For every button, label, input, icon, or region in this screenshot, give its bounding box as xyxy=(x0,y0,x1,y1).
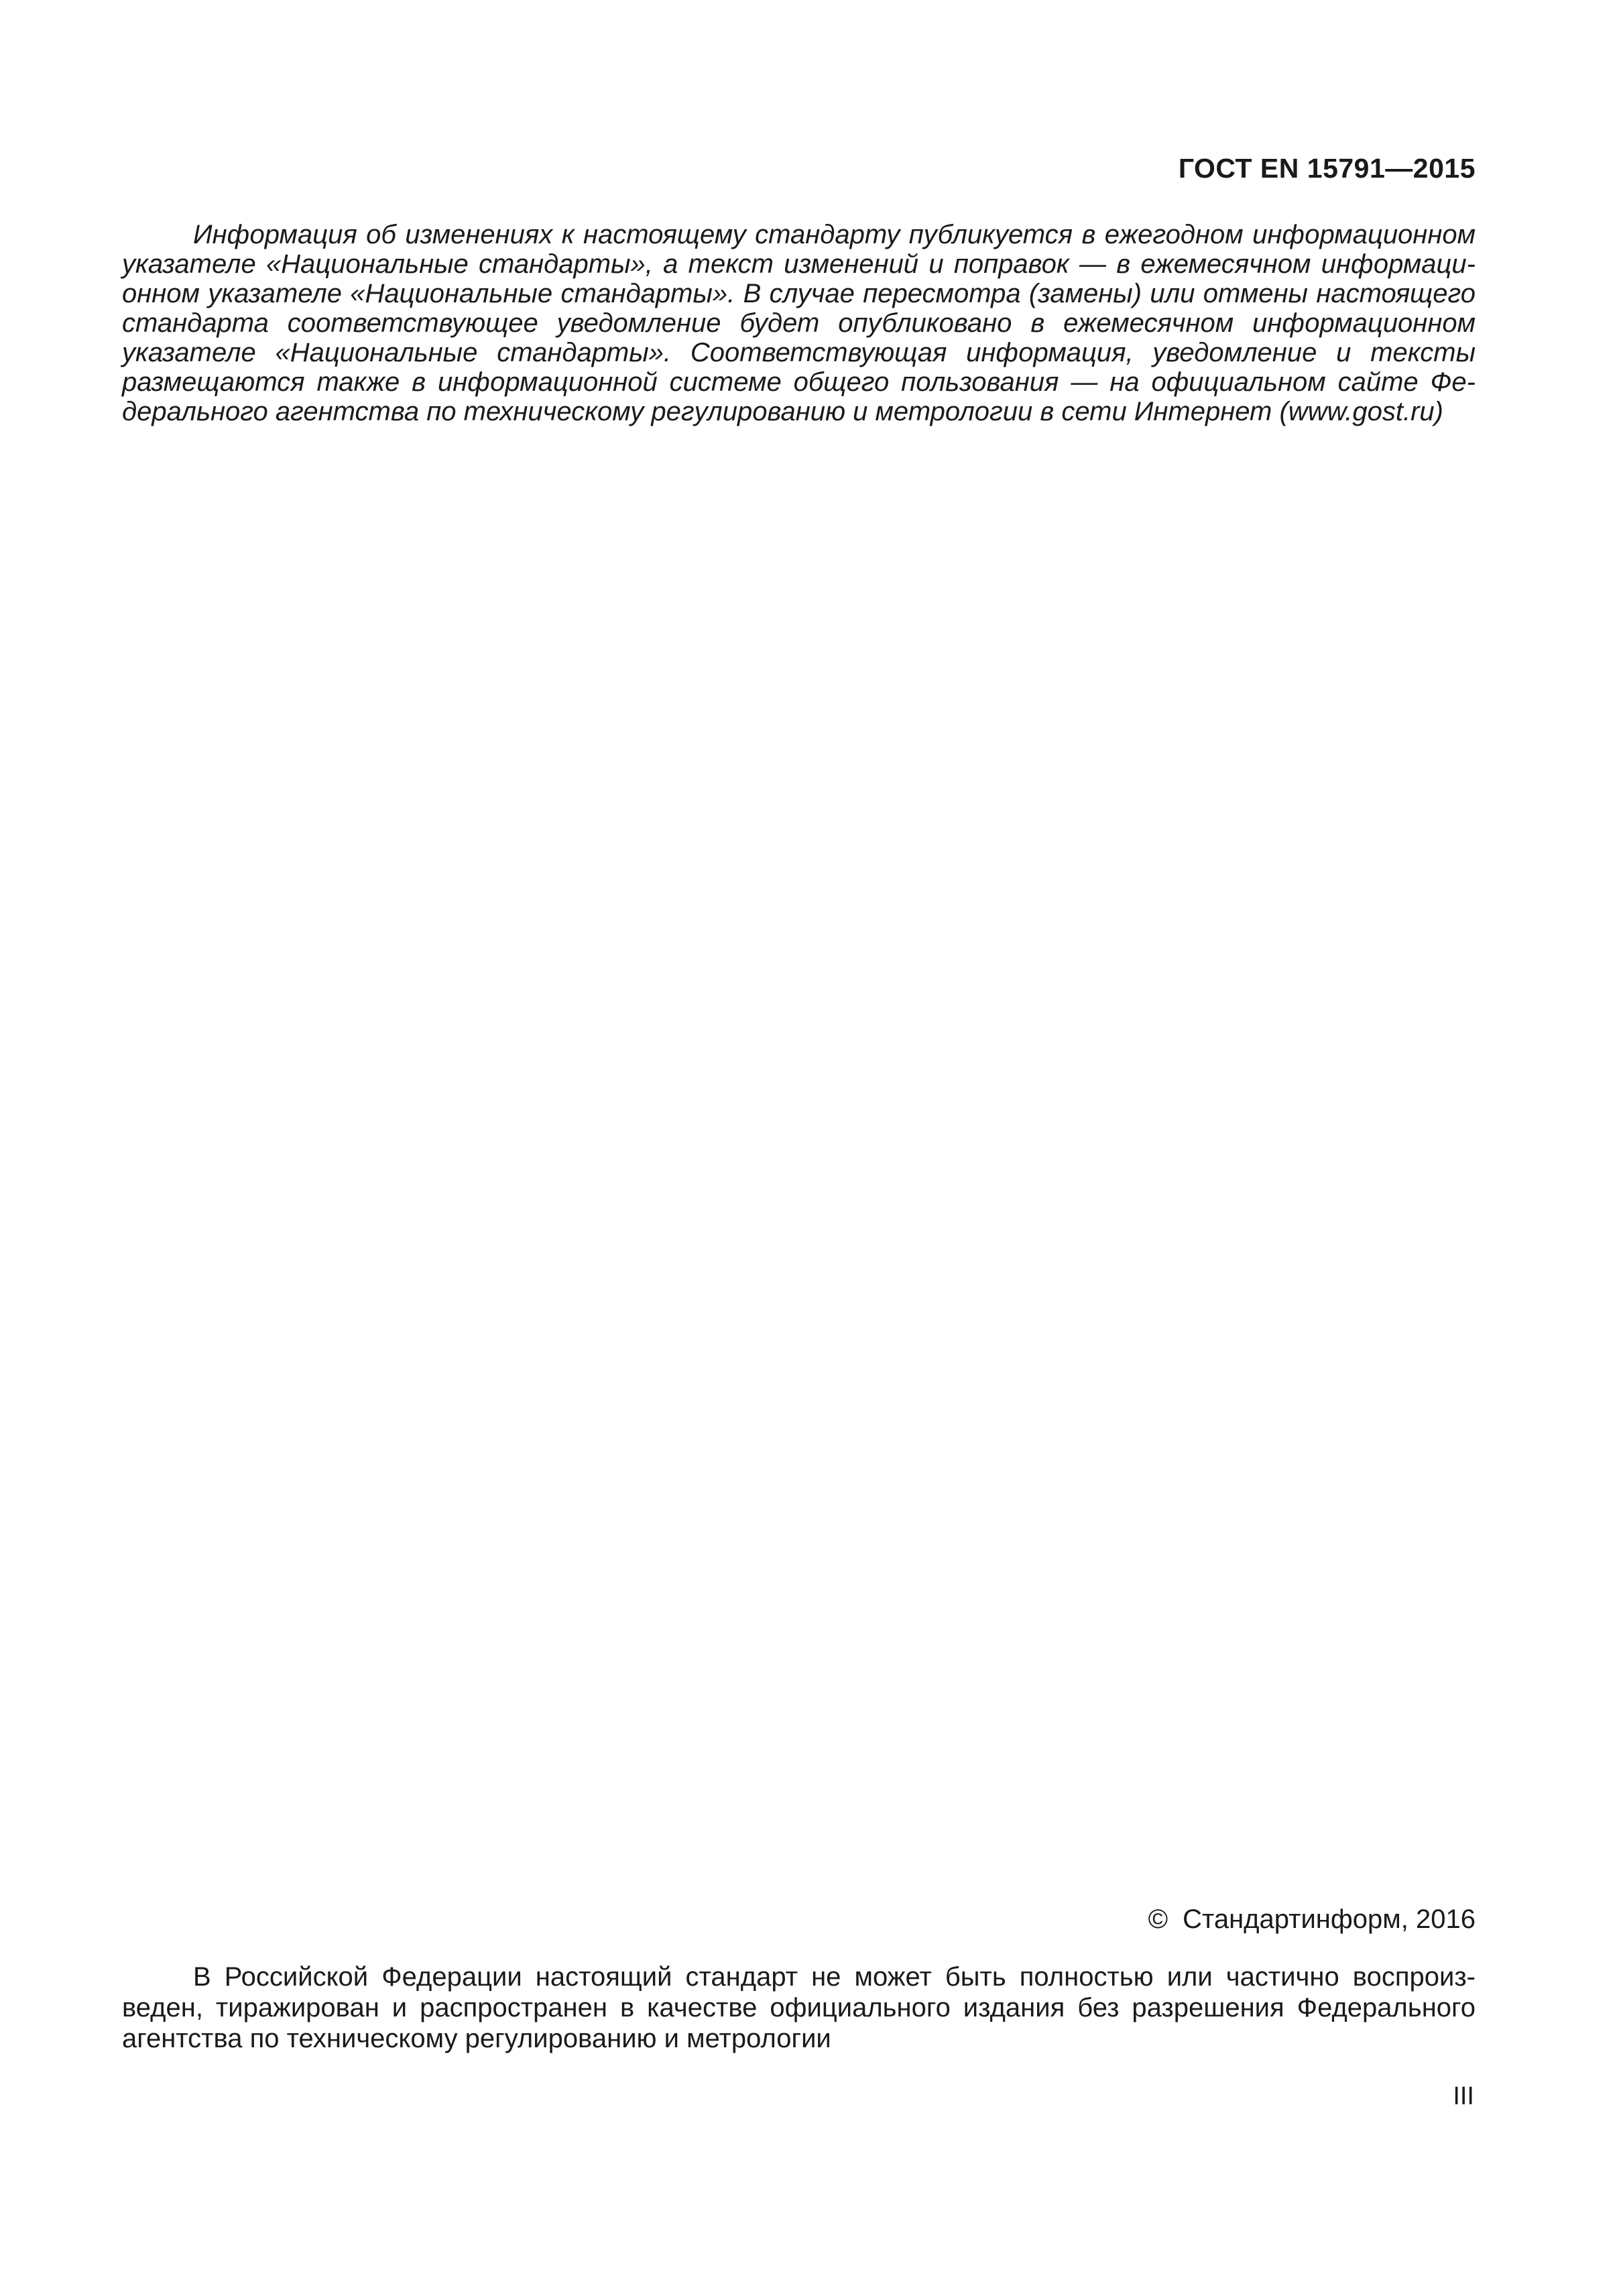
copyright-line xyxy=(1148,1902,1476,1936)
info-line-3: онном указателе «Национальные стандарты». В случае пересмотра (замены) или отмены настоящего xyxy=(122,279,1476,308)
info-line-4: стандарта соответствующее уведомление будет опубликовано в ежемесячном информационном xyxy=(122,308,1476,338)
notice-line-1: В Российской Федерации настоящий стандарт не может быть полностью или частично воспроиз- xyxy=(193,1962,1476,1992)
info-line-6: размещаются также в информационной системе общего пользования — на официальном сайте Фе- xyxy=(122,367,1476,397)
copyright-icon: © xyxy=(1148,1905,1168,1934)
standard-code-header: ГОСТ EN 15791—2015 xyxy=(1178,153,1476,184)
notice-line-3: агентства по техническому регулированию и метрологии xyxy=(122,2024,831,2053)
copyright-text: Стандартинформ, 2016 xyxy=(1183,1905,1476,1934)
info-line-7: дерального агентства по техническому регулированию и метрологии в сети Интернет (www.gost.ru) xyxy=(122,397,1443,426)
amendment-info-paragraph xyxy=(122,220,1476,426)
reproduction-notice-paragraph xyxy=(122,1961,1476,2054)
page-number: III xyxy=(1453,2082,1474,2110)
info-line-1: Информация об изменениях к настоящему стандарту публикуется в ежегодном информационном xyxy=(193,220,1476,249)
info-line-5: указателе «Национальные стандарты». Соответствующая информация, уведомление и тексты xyxy=(122,338,1476,367)
info-line-2: указателе «Национальные стандарты», а текст изменений и поправок — в ежемесячном информаци- xyxy=(122,249,1476,279)
notice-line-2: веден, тиражирован и распространен в качестве официального издания без разрешения Федерального xyxy=(122,1993,1476,2022)
